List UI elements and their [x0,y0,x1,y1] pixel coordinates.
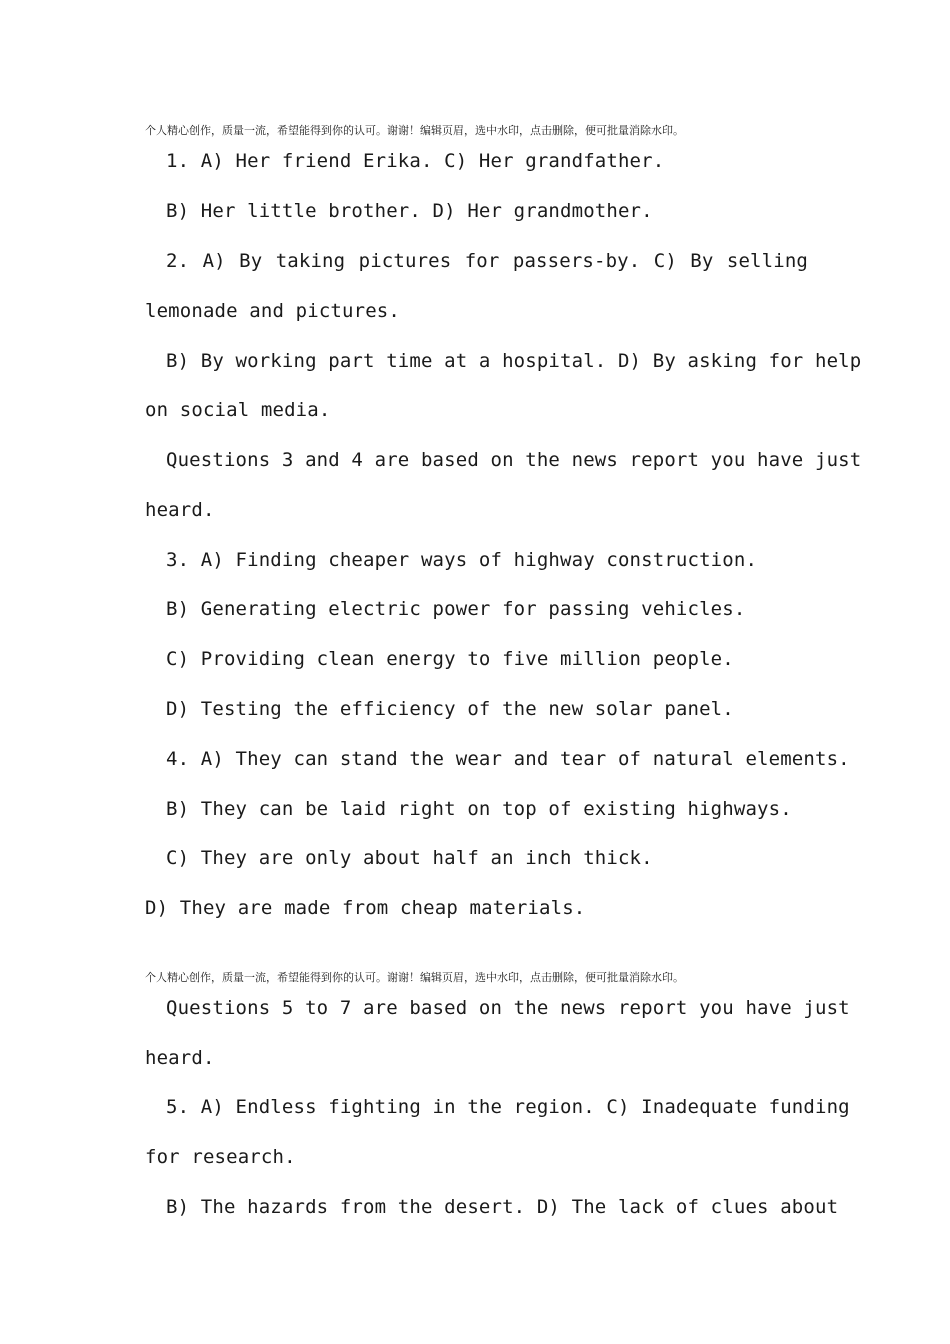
text-line: 1. A) Her friend Erika. C) Her grandfather. [166,150,665,172]
text-line: for research. [145,1146,296,1168]
text-line: B) The hazards from the desert. D) The lack of clues about [166,1196,839,1218]
text-line: C) Providing clean energy to five million people. [166,648,734,670]
text-line: lemonade and pictures. [145,300,400,322]
text-line: B) Generating electric power for passing vehicles. [166,598,746,620]
text-line: heard. [145,499,215,521]
text-line: D) Testing the efficiency of the new solar panel. [166,698,734,720]
text-line: Questions 5 to 7 are based on the news report you have just [166,997,850,1019]
text-line: on social media. [145,399,331,421]
header-watermark-note: 个人精心创作，质量一流，希望能得到你的认可。谢谢！编辑页眉，选中水印，点击删除，便可批量消除水印。 [145,971,684,984]
text-line: B) Her little brother. D) Her grandmother. [166,200,653,222]
text-line: B) They can be laid right on top of existing highways. [166,798,792,820]
text-line: heard. [145,1047,215,1069]
text-line: 5. A) Endless fighting in the region. C) Inadequate funding [166,1096,850,1118]
text-line: B) By working part time at a hospital. D) By asking for help [166,350,862,372]
text-line: 2. A) By taking pictures for passers-by. C) By selling [166,250,808,272]
text-line: C) They are only about half an inch thick. [166,847,653,869]
text-line: Questions 3 and 4 are based on the news report you have just [166,449,862,471]
text-line: D) They are made from cheap materials. [145,897,586,919]
header-watermark-note: 个人精心创作，质量一流，希望能得到你的认可。谢谢！编辑页眉，选中水印，点击删除，便可批量消除水印。 [145,124,684,137]
text-line: 3. A) Finding cheaper ways of highway construction. [166,549,758,571]
text-line: 4. A) They can stand the wear and tear of natural elements. [166,748,850,770]
